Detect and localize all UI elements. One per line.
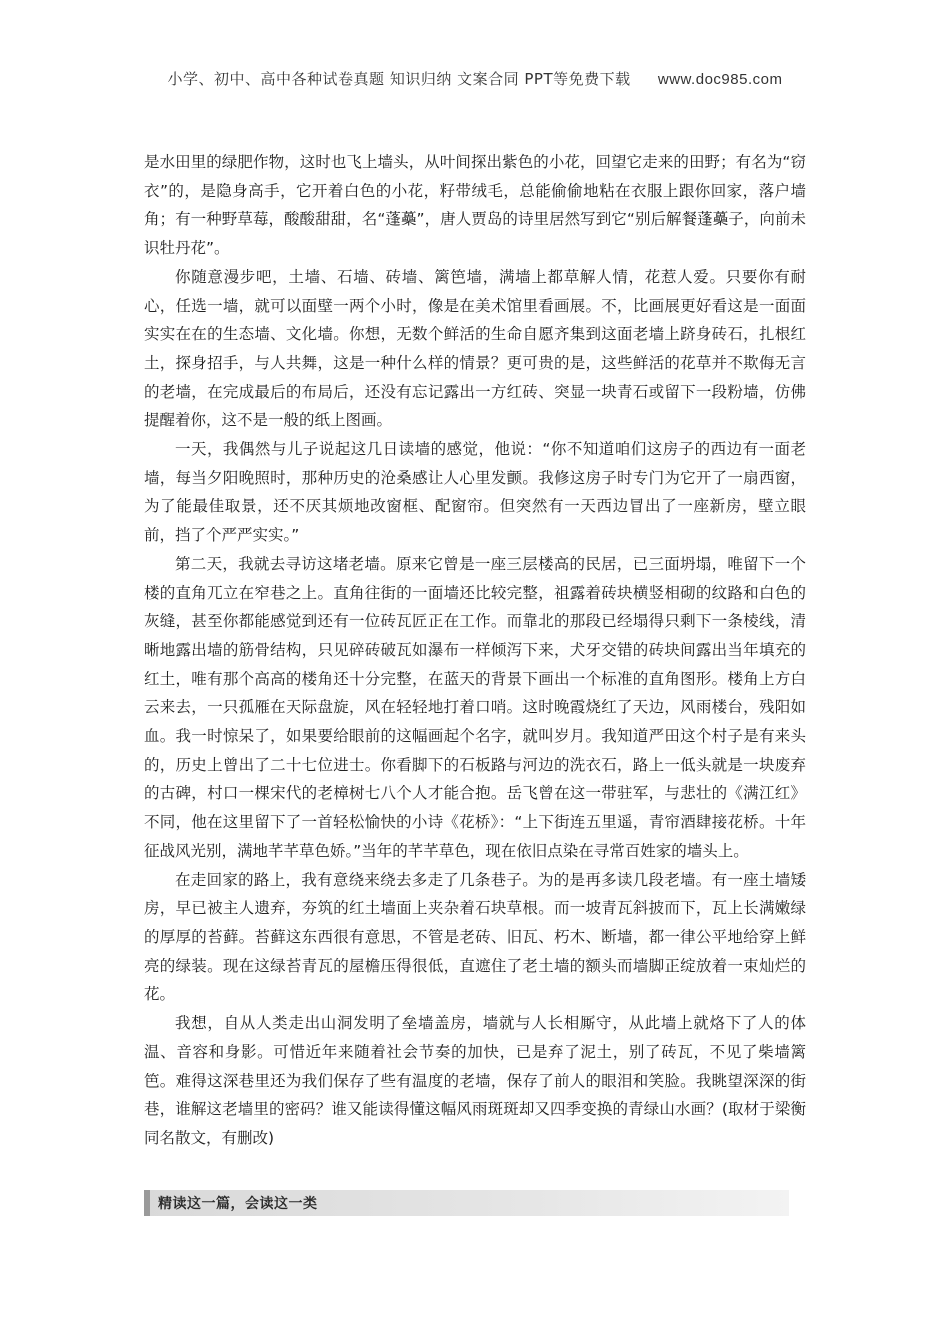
article-paragraph: 我想，自从人类走出山洞发明了垒墙盖房，墙就与人长相厮守，从此墙上就烙下了人的体温、音容和身影。可惜近年来随着社会节奏的加快，已是弃了泥土，别了砖瓦，不见了柴墙篱笆。难得这深巷里还为我们保存了些有温度的老墙，保存了前人的眼泪和笑脸。我眺望深深的街巷，谁解这老墙里的密码？谁又能读得懂这幅风雨斑斑却又四季变换的青绿山水画？(取材于梁衡同名散文，有删改) xyxy=(144,1014,806,1147)
page-header xyxy=(0,68,950,89)
section-heading-bar xyxy=(144,1190,789,1216)
header-site-link[interactable]: www.doc985.com xyxy=(657,71,783,88)
header-text: 小学、初中、高中各种试卷真题 知识归纳 文案合同 PPT等免费下载 xyxy=(167,70,631,88)
section-accent-marker xyxy=(144,1190,150,1216)
article-paragraph: 第二天，我就去寻访这堵老墙。原来它曾是一座三层楼高的民居，已三面坍塌，唯留下一个楼的直角兀立在窄巷之上。直角往街的一面墙还比较完整，祖露着砖块横竖相砌的纹路和白色的灰缝，甚至你都能感觉到还有一位砖瓦匠正在工作。而靠北的那段已经塌得只剩下一条棱线，清晰地露出墙的筋骨结构，只见碎砖破瓦如瀑布一样倾泻下来，犬牙交错的砖块间露出当年填充的红土，唯有那个高高的楼角还十分完整，在蓝天的背景下画出一个标准的直角图形。楼角上方白云来去，一只孤雁在天际盘旋，风在轻轻地打着口哨。这时晚霞烧红了天边，风雨楼台，残阳如血。我一时惊呆了，如果要给眼前的这幅画起个名字，就叫岁月。我知道严田这个村子是有来头的，历史上曾出了二十七位进士。你看脚下的石板路与河边的洗衣石，路上一低头就是一块废弃的古碑，村口一棵宋代的老樟树七八个人才能合抱。岳飞曾在这一带驻军，与悲壮的《满江红》不同，他在这里留下了一首轻松愉快的小诗《花桥》：“上下街连五里遥，青帘酒肆接花桥。十年征战风光别，满地芊芊草色娇。”当年的芊芊草色，现在依旧点染在寻常百姓家的墙头上。 xyxy=(144,554,806,860)
article-paragraph: 是水田里的绿肥作物，这时也飞上墙头，从叶间探出紫色的小花，回望它走来的田野；有名为“窃衣”的，是隐身高手，它开着白色的小花，籽带绒毛，总能偷偷地粘在衣服上跟你回家，落户墙角；有一种野草莓，酸酸甜甜，名“蓬蘽”，唐人贾岛的诗里居然写到它“别后解餐蓬蘽子，向前未识牡丹花”。 xyxy=(144,153,806,258)
article-body xyxy=(144,148,806,1153)
article-paragraph: 一天，我偶然与儿子说起这几日读墙的感觉，他说：“你不知道咱们这房子的西边有一面老墙，每当夕阳晚照时，那种历史的沧桑感让人心里发颤。我修这房子时专门为它开了一扇西窗，为了能最佳取景，还不厌其烦地改窗框、配窗帘。但突然有一天西边冒出了一座新房，壁立眼前，挡了个严严实实。” xyxy=(144,440,806,545)
section-title: 精读这一篇，会读这一类 xyxy=(158,1196,318,1212)
article-paragraph: 在走回家的路上，我有意绕来绕去多走了几条巷子。为的是再多读几段老墙。有一座土墙矮房，早已被主人遗弃，夯筑的红土墙面上夹杂着石块草根。而一坡青瓦斜披而下，瓦上长满嫩绿的厚厚的苔藓。苔藓这东西很有意思，不管是老砖、旧瓦、朽木、断墙，都一律公平地给穿上鲜亮的绿装。现在这绿苔青瓦的屋檐压得很低，直遮住了老土墙的额头而墙脚正绽放着一束灿烂的花。 xyxy=(144,870,806,1004)
article-paragraph: 你随意漫步吧，土墙、石墙、砖墙、篱笆墙，满墙上都草解人情，花惹人爱。只要你有耐心，任选一墙，就可以面壁一两个小时，像是在美术馆里看画展。不，比画展更好看这是一面面实实在在的生态墙、文化墙。你想，无数个鲜活的生命自愿齐集到这面老墙上跻身砖石，扎根红土，探身招手，与人共舞，这是一种什么样的情景？更可贵的是，这些鲜活的花草并不欺侮无言的老墙，在完成最后的布局后，还没有忘记露出一方红砖、突显一块青石或留下一段粉墙，仿佛提醒着你，这不是一般的纸上图画。 xyxy=(144,267,806,430)
